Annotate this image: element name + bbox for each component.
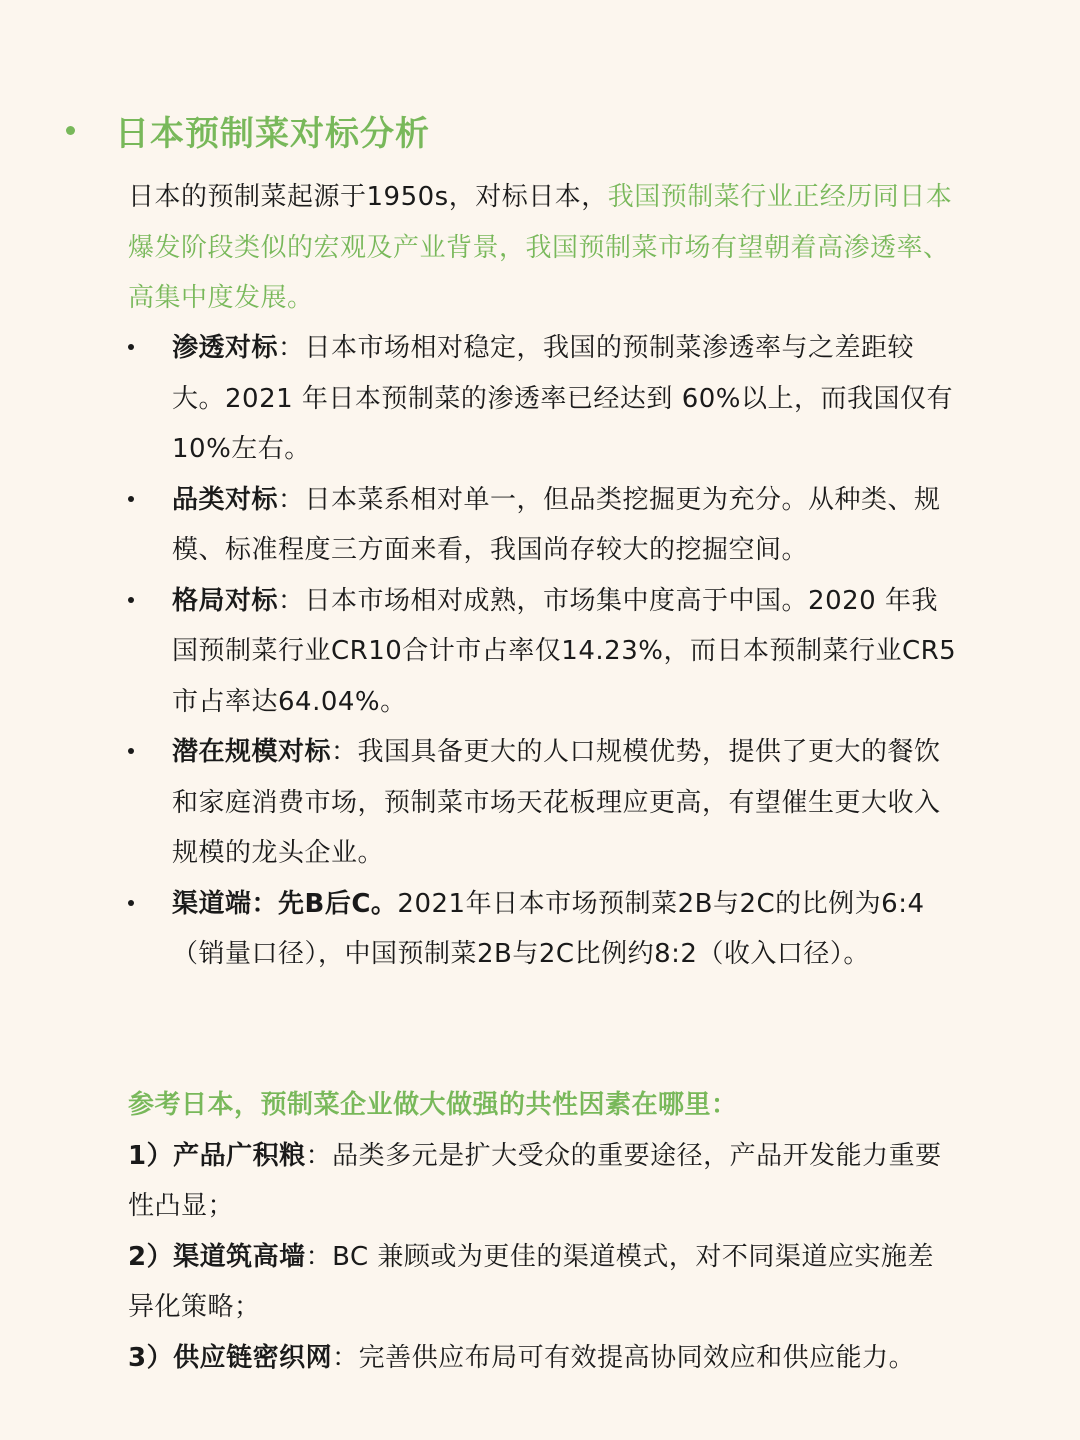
list-item (128, 879, 958, 980)
list-item-label: 品类对标 (172, 484, 279, 515)
list-item (128, 727, 958, 879)
factor-item (128, 1131, 958, 1232)
list-item-label: 格局对标 (172, 585, 279, 616)
page-title: 日本预制菜对标分析 (115, 113, 430, 154)
factor-text: BC 兼顾或为更佳的渠道模式，对不同渠道应实施差异化策略； (128, 1241, 934, 1322)
common-factors-section (128, 1080, 958, 1383)
factor-separator: ： (305, 1241, 333, 1272)
list-item-separator: ： (278, 484, 305, 515)
list-item (128, 323, 958, 475)
bullet-dot-icon (128, 900, 134, 906)
factor-label: 2）渠道筑高墙 (128, 1241, 306, 1272)
list-item-label: 渗透对标 (172, 333, 279, 363)
factor-item (128, 1333, 958, 1384)
factor-item (128, 1232, 958, 1333)
benchmark-list (128, 323, 958, 980)
factor-separator: ： (332, 1342, 359, 1373)
list-item-separator: ： (331, 737, 358, 767)
intro-paragraph (128, 172, 958, 324)
common-factors-heading: 参考日本，预制菜企业做大做强的共性因素在哪里： (128, 1090, 738, 1120)
list-item-separator: ： (278, 585, 305, 616)
list-item-text: 我国具备更大的人口规模优势，提供了更大的餐饮和家庭消费市场，预制菜市场天花板理应更高，有望催生更大收入规模的龙头企业。 (172, 737, 941, 868)
title-bullet-icon (66, 126, 75, 135)
factor-separator: ： (305, 1140, 333, 1171)
factor-text: 完善供应布局可有效提高协同效应和供应能力。 (358, 1342, 916, 1373)
bullet-dot-icon (128, 748, 134, 754)
list-item-text: 日本市场相对稳定，我国的预制菜渗透率与之差距较大。2021 年日本预制菜的渗透率已经达到 60%以上，而我国仅有10%左右。 (172, 333, 953, 464)
list-item (128, 576, 958, 728)
bullet-dot-icon (128, 344, 134, 350)
intro-plain-text: 日本的预制菜起源于1950s，对标日本， (128, 182, 608, 212)
section-title-row (66, 104, 430, 156)
intro-highlight-text: 我国预制菜行业正经历同日本爆发阶段类似的宏观及产业背景，我国预制菜市场有望朝着高渗透率、高集中度发展。 (128, 182, 953, 313)
list-item-separator: ： (278, 333, 305, 363)
list-item-label: 潜在规模对标 (172, 737, 332, 767)
factor-label: 1）产品广积粮 (128, 1140, 306, 1171)
list-item (128, 475, 958, 576)
bullet-dot-icon (128, 496, 134, 502)
factor-text: 品类多元是扩大受众的重要途径，产品开发能力重要性凸显； (128, 1140, 942, 1221)
factor-label: 3）供应链密织网 (128, 1342, 333, 1373)
list-item-text: 日本市场相对成熟，市场集中度高于中国。2020 年我国预制菜行业CR10合计市占率仅14.23%，而日本预制菜行业CR5市占率达64.04%。 (172, 585, 957, 717)
list-item-text: 2021年日本市场预制菜2B与2C的比例为6:4（销量口径），中国预制菜2B与2C比例约8:2（收入口径）。 (172, 888, 925, 969)
list-item-label: 渠道端：先B后C。 (172, 888, 398, 919)
list-item-text: 日本菜系相对单一，但品类挖掘更为充分。从种类、规模、标准程度三方面来看，我国尚存较大的挖掘空间。 (172, 484, 941, 565)
bullet-dot-icon (128, 597, 134, 603)
